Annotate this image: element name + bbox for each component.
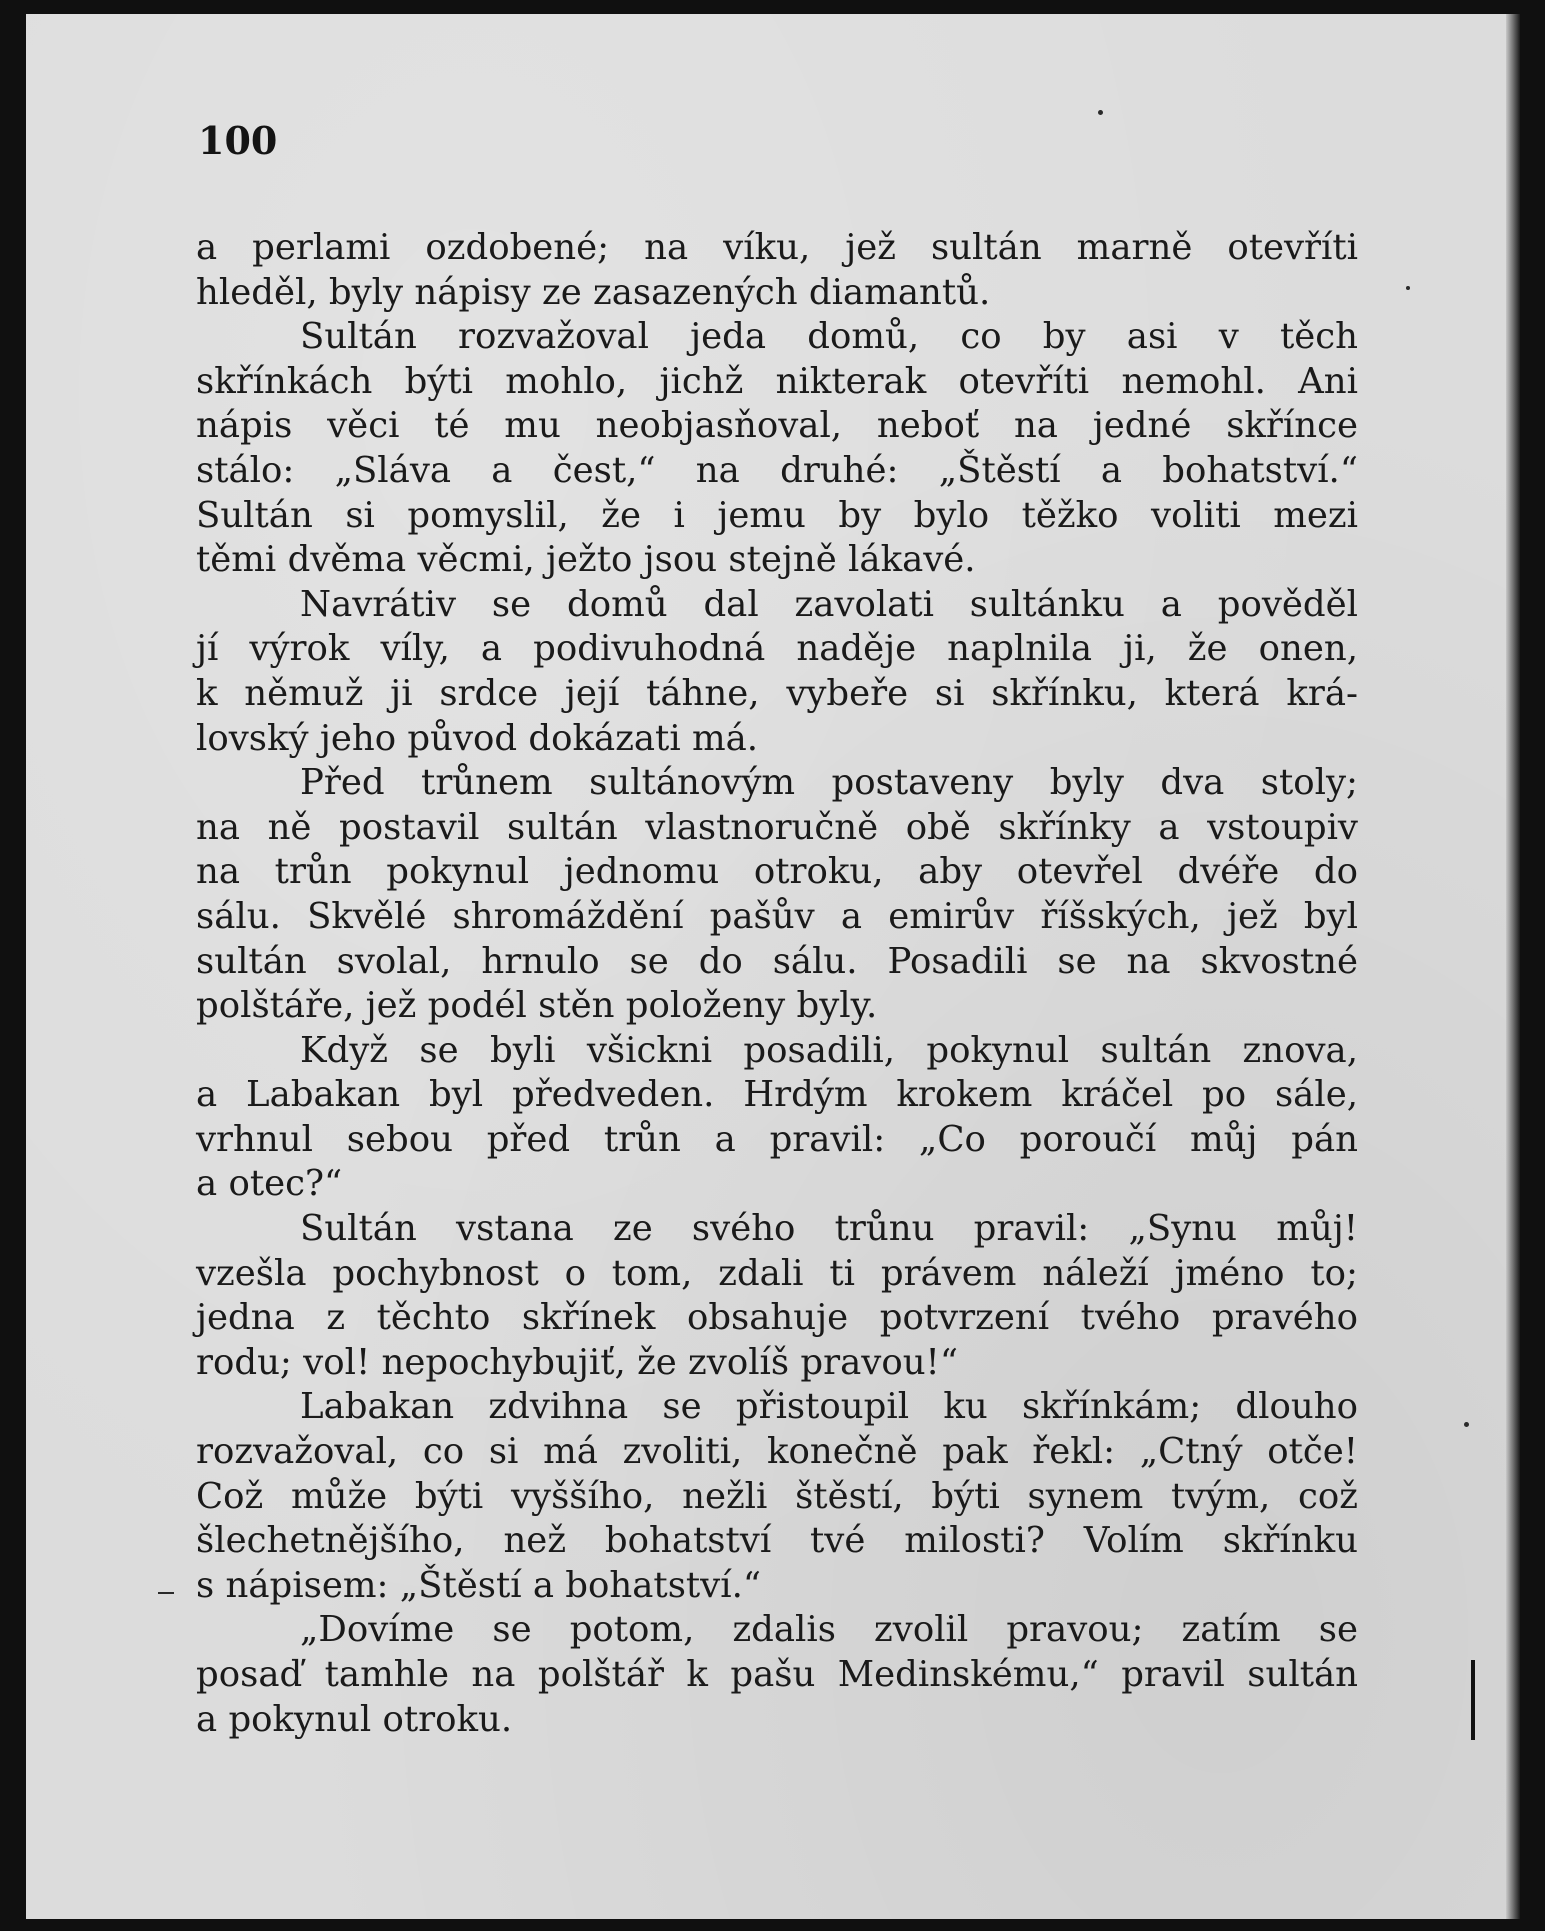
- scan-speck: [158, 1592, 174, 1594]
- text-line: a perlami ozdobené; na víku, jež sultán marně otevříti: [196, 227, 1358, 268]
- text-line: Když se byli všickni posadili, pokynul sultán znova,: [300, 1029, 1358, 1071]
- text-line: Před trůnem sultánovým postaveny byly dva stoly;: [300, 762, 1358, 804]
- page-number: 100: [198, 118, 278, 163]
- text-line: Sultán vstana ze svého trůnu pravil: „Synu můj!: [300, 1208, 1358, 1250]
- text-line: Což může býti vyššího, nežli štěstí, býti synem tvým, což: [196, 1475, 1358, 1517]
- text-line: na trůn pokynul jednomu otroku, aby otevřel dvéře do: [196, 851, 1358, 893]
- text-line: Labakan zdvihna se přistoupil ku skřínkám; dlouho: [300, 1386, 1358, 1428]
- text-line: polštáře, jež podél stěn položeny byly.: [196, 985, 878, 1027]
- text-line: jí výrok víly, a podivuhodná naděje naplnila ji, že onen,: [196, 628, 1358, 670]
- text-line: na ně postavil sultán vlastnoručně obě skřínky a vstoupiv: [196, 806, 1358, 848]
- scan-speck: [1098, 110, 1103, 115]
- text-line: k němuž ji srdce její táhne, vybeře si skřínku, která krá-: [196, 672, 1358, 714]
- text-line: Navrátiv se domů dal zavolati sultánku a pověděl: [300, 583, 1358, 625]
- text-line: Sultán si pomyslil, že i jemu by bylo těžko voliti mezi: [196, 494, 1358, 536]
- text-line: těmi dvěma věcmi, ježto jsou stejně lákavé.: [196, 539, 976, 581]
- text-line: a pokynul otroku.: [196, 1698, 513, 1740]
- text-line: sálu. Skvělé shromáždění pašův a emirův říšských, jež byl: [196, 895, 1358, 937]
- text-line: nápis věci té mu neobjasňoval, neboť na jedné skřínce: [196, 405, 1358, 447]
- page-edge-shadow: [1506, 14, 1520, 1919]
- text-line: skřínkách býti mohlo, jichž nikterak otevříti nemohl. Ani: [196, 360, 1358, 402]
- text-line: „Dovíme se potom, zdalis zvolil pravou; zatím se: [300, 1609, 1358, 1651]
- text-line: s nápisem: „Štěstí a bohatství.“: [196, 1564, 762, 1606]
- text-line: vzešla pochybnost o tom, zdali ti právem náleží jméno to;: [196, 1252, 1358, 1294]
- text-line: vrhnul sebou před trůn a pravil: „Co poroučí můj pán: [196, 1118, 1358, 1160]
- text-line: jedna z těchto skřínek obsahuje potvrzení tvého pravého: [196, 1297, 1358, 1339]
- scan-speck: [1471, 1660, 1475, 1740]
- text-line: šlechetnějšího, než bohatství tvé milosti? Volím skřínku: [196, 1520, 1358, 1562]
- text-line: rodu; vol! nepochybujiť, že zvolíš pravou!“: [196, 1341, 958, 1383]
- text-line: a otec?“: [196, 1163, 343, 1205]
- text-line: posaď tamhle na polštář k pašu Medinskému,“ pravil sultán: [196, 1654, 1358, 1695]
- scan-speck: [1464, 1422, 1469, 1427]
- text-line: stálo: „Sláva a čest,“ na druhé: „Štěstí a bohatství.“: [196, 449, 1358, 491]
- body-text: [196, 226, 1358, 1742]
- text-line: rozvažoval, co si má zvoliti, konečně pak řekl: „Ctný otče!: [196, 1431, 1358, 1473]
- text-line: hleděl, byly nápisy ze zasazených diamantů.: [196, 271, 991, 313]
- text-line: sultán svolal, hrnulo se do sálu. Posadili se na skvostné: [196, 940, 1358, 982]
- scan-speck: [1406, 286, 1410, 290]
- text-line: a Labakan byl předveden. Hrdým krokem kráčel po sále,: [196, 1074, 1358, 1116]
- text-line: Sultán rozvažoval jeda domů, co by asi v těch: [300, 316, 1358, 358]
- text-line: lovský jeho původ dokázati má.: [196, 717, 759, 759]
- book-page: [26, 14, 1520, 1919]
